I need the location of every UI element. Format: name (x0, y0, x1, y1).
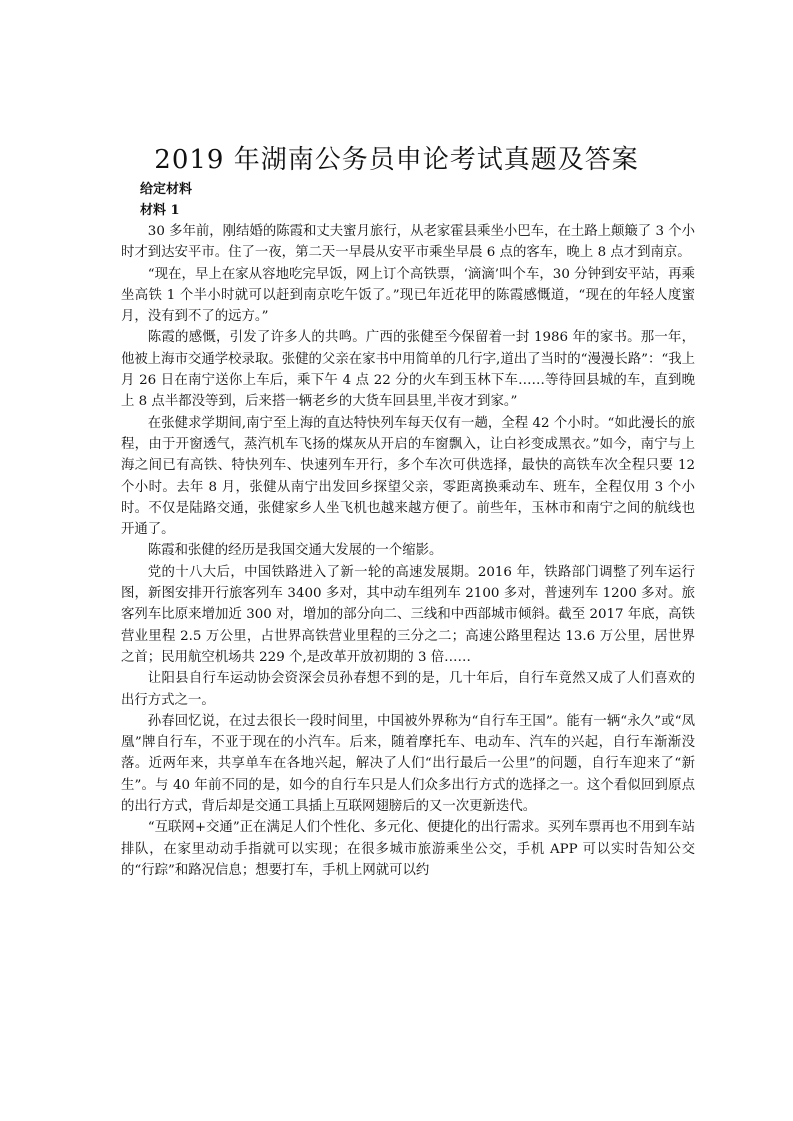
paragraph: 陈霞的感慨，引发了许多人的共鸣。广西的张健至今保留着一封 1986 年的家书。那一年，他被上海市交通学校录取。张健的父亲在家书中用简单的几行字,道出了当时的“漫漫长路”：“我上月 26 日在南宁送你上车后，乘下午 4 点 22 分的火车到玉林下车……等待回县城的车，直到晚上 8 点半都没等到，后来搭一辆老乡的大货车回县里,半夜才到家。” (121, 330, 695, 410)
paragraph: 陈霞和张健的经历是我国交通大发展的一个缩影。 (147, 543, 443, 559)
paragraph: 30 多年前，刚结婚的陈霞和丈夫蜜月旅行，从老家霍县乘坐小巴车，在土路上颠簸了 3 个小时才到达安平市。住了一夜，第二天一早晨从安平市乘坐早晨 6 点的客车，晚上 8 点才到南京。 (121, 224, 695, 261)
paragraph: “互联网+交通”正在满足人们个性化、多元化、便捷化的出行需求。买列车票再也不用到车站排队，在家里动动手指就可以实现；在很多城市旅游乘坐公交，手机 APP 可以实时告知公交的“行踪”和路况信息；想要打车，手机上网就可以约 (121, 820, 695, 878)
paragraph: 孙春回忆说，在过去很长一段时间里，中国被外界称为“自行车王国”。能有一辆“永久”或“凤凰”牌自行车，不亚于现在的小汽车。后来，随着摩托车、电动车、汽车的兴起，自行车渐渐没落。近两年来，共享单车在各地兴起，解决了人们“出行最后一公里”的问题，自行车迎来了“新生”。与 40 年前不同的是，如今的自行车只是人们众多出行方式的选择之一。这个看似回到原点的出行方式，背后却是交通工具插上互联网翅膀后的又一次更新迭代。 (121, 713, 695, 815)
section-heading: 给定材料 (140, 182, 193, 197)
paragraph: 在张健求学期间,南宁至上海的直达特快列车每天仅有一趟，全程 42 个小时。“如此漫长的旅程，由于开窗透气，蒸汽机车飞扬的煤灰从开启的车窗飘入，让白衫变成黑衣。”如今，南宁与上海之间已有高铁、特快列车、快速列车开行，多个车次可供选择，最快的高铁车次全程只要 12 个小时。去年 8 月，张健从南宁出发回乡探望父亲，零距离换乘动车、班车，全程仅用 3 个小时。不仅是陆路交通，张健家乡人坐飞机也越来越方便了。前些年，玉林市和南宁之间的航线也开通了。 (121, 415, 695, 538)
paragraph: “现在，早上在家从容地吃完早饭，网上订个高铁票，‘滴滴’叫个车，30 分钟到安平站，再乘坐高铁 1 个半小时就可以赶到南京吃午饭了。”现已年近花甲的陈霞感慨道，“现在的年轻人度蜜月，没有到不了的远方。” (121, 266, 695, 325)
material-heading: 材料 1 (140, 203, 180, 218)
document-title: 2019 年湖南公务员申论考试真题及答案 (154, 145, 639, 175)
paragraph: 党的十八大后，中国铁路进入了新一轮的高速发展期。2016 年，铁路部门调整了列车运行图，新图安排开行旅客列车 3400 多对，其中动车组列车 2100 多对，普速列车 1200 多对。旅客列车比原来增加近 300 对，增加的部分向二、三线和中西部城市倾斜。截至 2017 年底，高铁营业里程 2.5 万公里，占世界高铁营业里程的三分之二；高速公路里程达 13.6 万公里，居世界之首；民用航空机场共 229 个,是改革开放初期的 3 倍…… (121, 564, 695, 665)
material-body (121, 221, 695, 881)
paragraph: 让阳县自行车运动协会资深会员孙春想不到的是，几十年后，自行车竟然又成了人们喜欢的出行方式之一。 (121, 671, 695, 708)
